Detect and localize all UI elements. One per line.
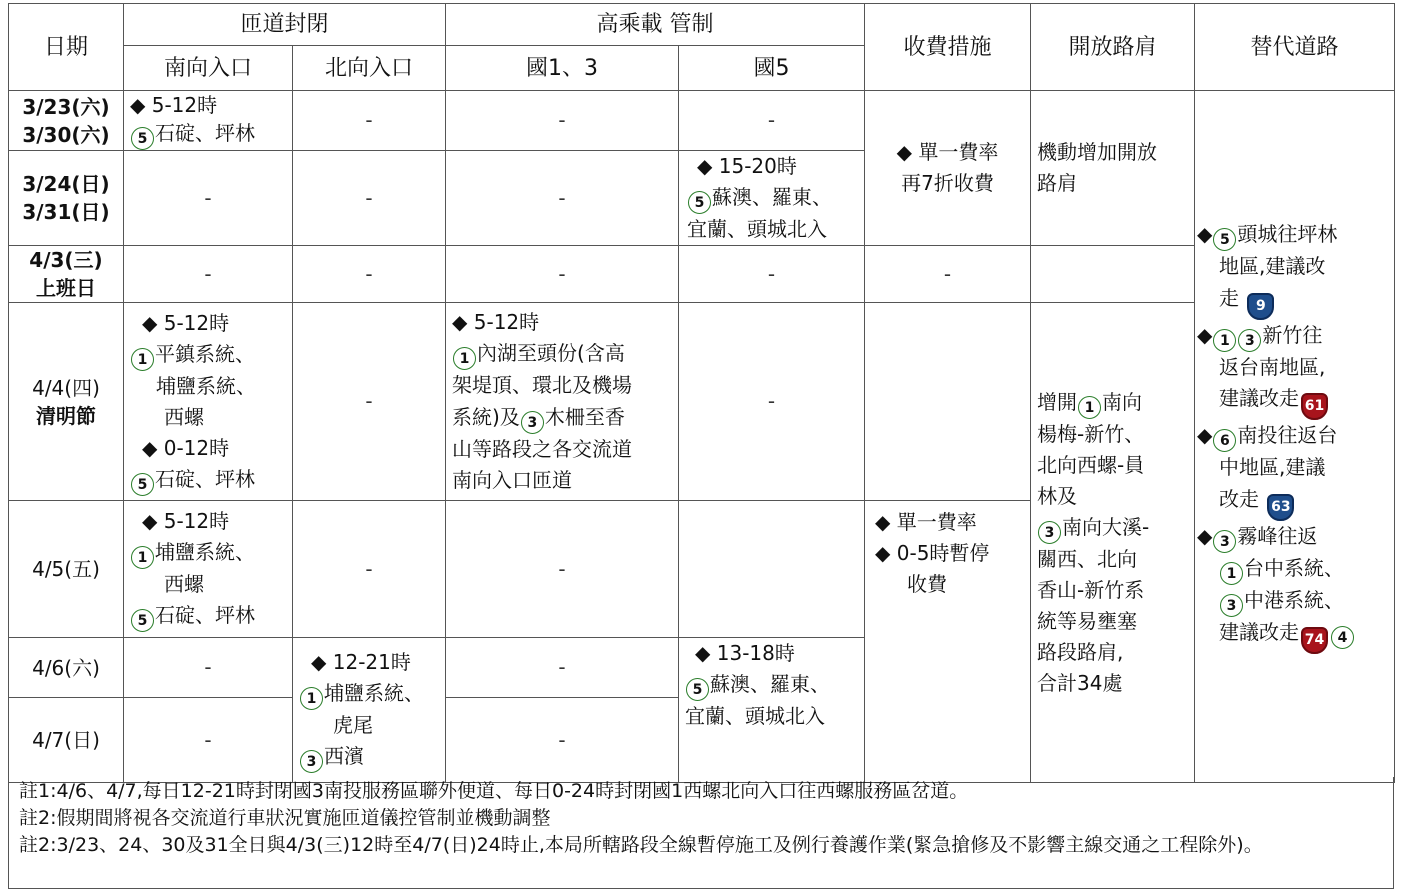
header-south-entry: 南向入口 — [124, 46, 293, 91]
south-entry-r6: - — [124, 638, 293, 698]
south-entry-r7: - — [124, 698, 293, 783]
hov-n13-r4 — [446, 303, 679, 501]
south-entry-r1 — [124, 91, 293, 151]
hov-location: 宜蘭、頭城北入 — [685, 704, 826, 728]
bullet: ◆ — [1197, 222, 1213, 247]
closure-location: 西螺 — [164, 404, 204, 429]
hov-n5-late — [679, 638, 865, 783]
shoulder-text: 香山-新竹系 — [1037, 577, 1145, 602]
closure-location: 平鎮系統、 — [155, 341, 255, 366]
freeway-5-shield-icon: 5 — [1213, 228, 1236, 251]
hov-time: ◆ 13-18時 — [695, 641, 795, 665]
alt-text: 頭城往坪林 — [1237, 222, 1338, 247]
toll-holiday — [865, 501, 1031, 783]
freeway-3-shield-icon: 3 — [1220, 594, 1243, 617]
alt-text: 霧峰往返 — [1237, 523, 1318, 548]
alt-text: 地區,建議改 — [1219, 254, 1326, 279]
closure-location: 虎尾 — [333, 713, 373, 737]
north-entry-r6 — [293, 638, 446, 783]
closure-location: 石碇、坪林 — [155, 603, 255, 627]
closure-time: ◆ 5-12時 — [142, 509, 230, 533]
freeway-5-shield-icon: 5 — [131, 609, 154, 632]
freeway-5-shield-icon: 5 — [688, 191, 711, 214]
hov-n5-r2 — [679, 151, 865, 246]
hov-n5-r1: - — [679, 91, 865, 151]
header-alternative-route: 替代道路 — [1195, 4, 1395, 91]
closure-time: ◆ 5-12時 — [142, 310, 230, 335]
south-entry-r4 — [124, 303, 293, 501]
toll-text: 再7折收費 — [901, 171, 994, 195]
provincial-route-9-icon: 9 — [1247, 293, 1274, 320]
shoulder-text: 機動增加開放 — [1037, 140, 1158, 164]
toll-text: ◆ 單一費率 — [896, 140, 999, 164]
alternative-routes — [1195, 91, 1395, 783]
hov-location: 內湖至頭份(含高 — [477, 341, 625, 365]
shoulder-text: 北向西螺-員 — [1037, 452, 1145, 477]
date-line: 上班日 — [36, 276, 96, 300]
header-toll: 收費措施 — [865, 4, 1031, 91]
closure-location: 埔鹽系統、 — [156, 373, 256, 398]
date-line: 4/4(四) — [32, 375, 100, 400]
freeway-1-shield-icon: 1 — [1078, 396, 1101, 419]
freeway-1-shield-icon: 1 — [131, 546, 154, 569]
freeway-6-shield-icon: 6 — [1213, 429, 1236, 452]
alt-text: 建議改走 — [1219, 386, 1300, 411]
hov-time: ◆ 15-20時 — [697, 154, 797, 178]
freeway-4-shield-icon: 4 — [1331, 626, 1354, 649]
toll-text: 收費 — [907, 572, 948, 596]
date-cell-r5: 4/5(五) — [9, 501, 124, 638]
north-entry-r1: - — [293, 91, 446, 151]
toll-weekend — [865, 91, 1031, 246]
expressway-74-icon: 74 — [1301, 627, 1328, 654]
freeway-1-shield-icon: 1 — [453, 347, 476, 370]
header-date: 日期 — [9, 4, 124, 91]
alt-text: 南投往返台 — [1237, 423, 1338, 448]
shoulder-text: 南向 — [1102, 389, 1143, 414]
freeway-3-shield-icon: 3 — [1238, 329, 1261, 352]
expressway-61-icon: 61 — [1301, 393, 1328, 420]
footnote-1: 註1:4/6、4/7,每日12-21時封閉國3南投服務區聯外便道、每日0-24時封閉國1西螺北向入口往西螺服務區岔道。 — [19, 780, 969, 802]
bullet: ◆ — [1197, 523, 1213, 548]
hov-location: 系統)及 — [452, 404, 520, 429]
date-line: 4/3(三) — [29, 248, 103, 272]
closure-location: 埔鹽系統、 — [155, 540, 255, 564]
shoulder-r3 — [1031, 246, 1195, 303]
closure-location: 西螺 — [164, 572, 204, 596]
date-cell-r2 — [9, 151, 124, 246]
header-north-entry: 北向入口 — [293, 46, 446, 91]
freeway-1-shield-icon: 1 — [1213, 329, 1236, 352]
hov-time: ◆ 5-12時 — [452, 309, 540, 334]
toll-r4 — [865, 303, 1031, 501]
freeway-1-shield-icon: 1 — [131, 348, 154, 371]
alt-text: 新竹往 — [1262, 322, 1323, 347]
hov-location: 山等路段之各交流道 — [452, 436, 633, 461]
shoulder-text: 路肩 — [1037, 171, 1078, 195]
bullet: ◆ — [1197, 423, 1213, 448]
shoulder-text: 路段路肩, — [1037, 639, 1124, 664]
date-cell-r7: 4/7(日) — [9, 698, 124, 783]
hov-n13-r7: - — [446, 698, 679, 783]
date-line: 3/30(六) — [22, 122, 110, 147]
header-hov-control: 高乘載 管制 — [446, 4, 865, 46]
hov-n13-r1: - — [446, 91, 679, 151]
shoulder-text: 關西、北向 — [1037, 546, 1138, 571]
toll-r3: - — [865, 246, 1031, 303]
freeway-1-shield-icon: 1 — [300, 687, 323, 710]
header-shoulder: 開放路肩 — [1031, 4, 1195, 91]
north-entry-r4: - — [293, 303, 446, 501]
north-entry-r3: - — [293, 246, 446, 303]
footnote-2: 註2:假期間將視各交流道行車狀況實施匝道儀控管制並機動調整 — [19, 807, 551, 829]
traffic-control-table — [8, 3, 1395, 783]
hov-location: 蘇澳、羅東、 — [710, 672, 831, 696]
shoulder-text: 南向大溪- — [1062, 514, 1150, 539]
shoulder-weekend — [1031, 91, 1195, 246]
footnotes — [8, 777, 1394, 889]
alt-text: 改走 — [1219, 486, 1260, 511]
hov-location: 木柵至香 — [544, 404, 625, 429]
closure-location: 西濱 — [324, 744, 364, 768]
alt-text: 中地區,建議 — [1219, 455, 1326, 480]
shoulder-text: 統等易壅塞 — [1037, 608, 1138, 633]
hov-location: 架堤頂、環北及機場 — [452, 373, 633, 397]
header-ramp-closure: 匝道封閉 — [124, 4, 446, 46]
freeway-3-shield-icon: 3 — [300, 750, 323, 773]
freeway-3-shield-icon: 3 — [1038, 521, 1061, 544]
bullet: ◆ — [1197, 322, 1213, 347]
hov-n13-r5: - — [446, 501, 679, 638]
closure-location: 石碇、坪林 — [155, 466, 255, 491]
freeway-3-shield-icon: 3 — [521, 411, 544, 434]
toll-text: ◆ 單一費率 — [875, 510, 977, 534]
north-entry-r2: - — [293, 151, 446, 246]
date-cell-r1 — [9, 91, 124, 151]
freeway-5-shield-icon: 5 — [131, 473, 154, 496]
south-entry-r2: - — [124, 151, 293, 246]
shoulder-holiday — [1031, 303, 1195, 783]
alt-text: 台中系統、 — [1244, 555, 1345, 580]
freeway-5-shield-icon: 5 — [131, 127, 154, 150]
date-line: 3/31(日) — [22, 200, 110, 224]
header-hov-n5: 國5 — [679, 46, 865, 91]
hov-n13-r3: - — [446, 246, 679, 303]
hov-location: 南向入口匝道 — [452, 468, 573, 492]
closure-location: 埔鹽系統、 — [324, 681, 424, 705]
date-cell-r6: 4/6(六) — [9, 638, 124, 698]
alt-text: 中港系統、 — [1244, 587, 1345, 612]
closure-time: ◆ 12-21時 — [311, 650, 411, 674]
traffic-control-table-sheet — [8, 3, 1394, 889]
alt-text: 建議改走 — [1219, 619, 1300, 644]
date-cell-r4 — [9, 303, 124, 501]
hov-location: 宜蘭、頭城北入 — [687, 217, 828, 241]
hov-n5-r3: - — [679, 246, 865, 303]
hov-location: 蘇澳、羅東、 — [712, 185, 833, 209]
date-cell-r3 — [9, 246, 124, 303]
closure-time: ◆ 0-12時 — [142, 435, 230, 460]
closure-location: 石碇、坪林 — [155, 121, 255, 145]
shoulder-text: 合計34處 — [1037, 670, 1123, 695]
freeway-1-shield-icon: 1 — [1220, 562, 1243, 585]
freeway-5-shield-icon: 5 — [686, 678, 709, 701]
holiday-name: 清明節 — [36, 403, 96, 428]
hov-n13-r6: - — [446, 638, 679, 698]
toll-text: ◆ 0-5時暫停 — [875, 541, 990, 565]
freeway-3-shield-icon: 3 — [1213, 530, 1236, 553]
provincial-route-63-icon: 63 — [1267, 494, 1294, 521]
date-line: 3/24(日) — [22, 172, 110, 196]
hov-n13-r2: - — [446, 151, 679, 246]
shoulder-text: 林及 — [1037, 483, 1078, 508]
footnote-3: 註2:3/23、24、30及31全日與4/3(三)12時至4/7(日)24時止,本局所轄路段全線暫停施工及例行養護作業(緊急搶修及不影響主線交通之工程除外)。 — [19, 834, 1263, 856]
alt-text: 走 — [1219, 285, 1240, 310]
closure-time: ◆ 5-12時 — [130, 93, 218, 117]
shoulder-text: 增開 — [1037, 389, 1078, 414]
south-entry-r3: - — [124, 246, 293, 303]
hov-n5-r5-upper — [679, 501, 865, 638]
date-line: 3/23(六) — [22, 94, 110, 119]
header-hov-n1-n3: 國1、3 — [446, 46, 679, 91]
alt-text: 返台南地區, — [1219, 354, 1326, 379]
south-entry-r5 — [124, 501, 293, 638]
shoulder-text: 楊梅-新竹、 — [1037, 421, 1145, 446]
hov-n5-r4: - — [679, 303, 865, 501]
north-entry-r5: - — [293, 501, 446, 638]
